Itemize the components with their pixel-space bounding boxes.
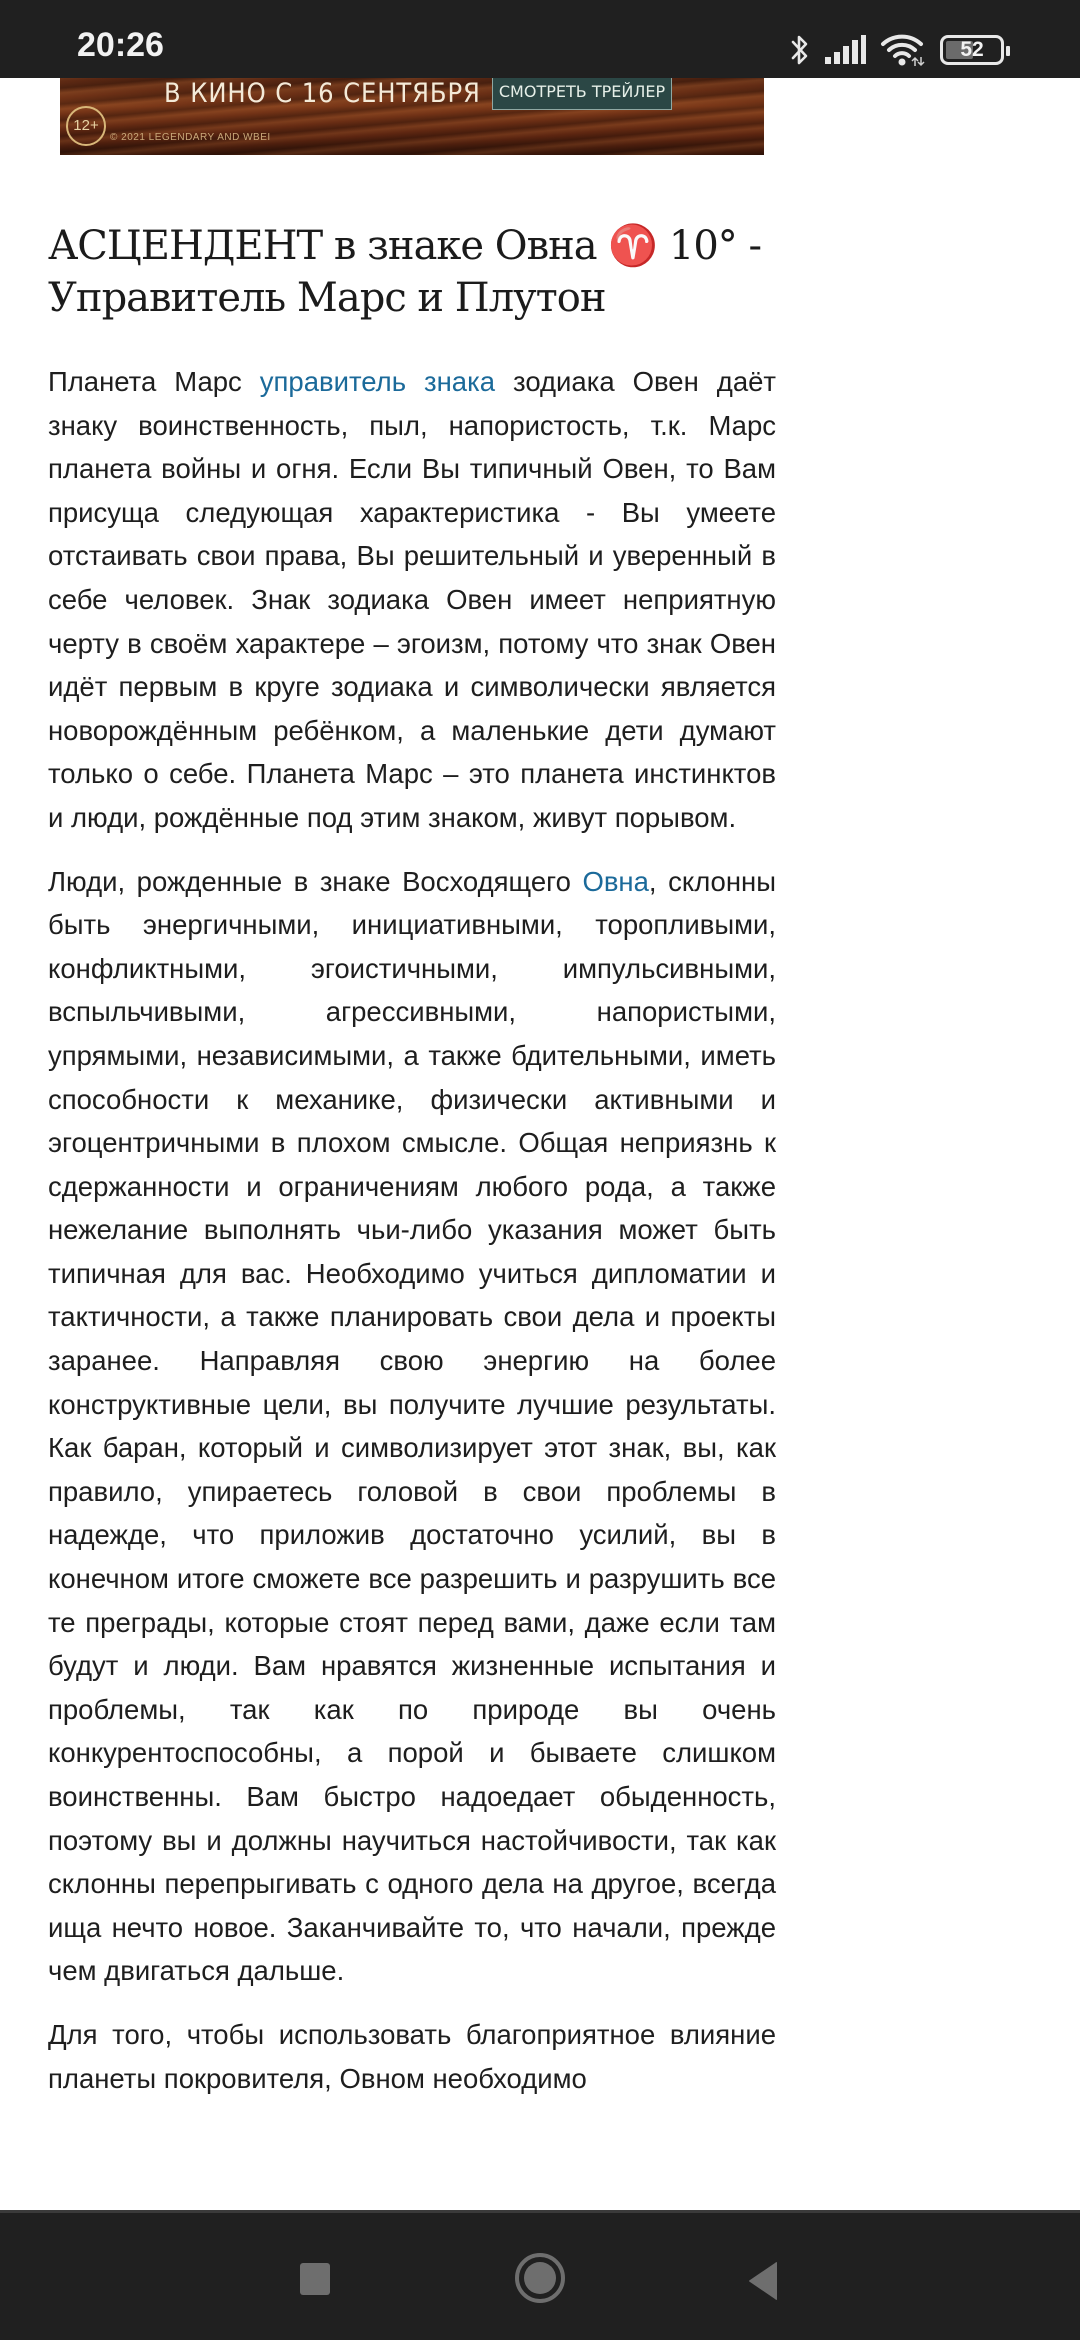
navigation-bar — [0, 2210, 1080, 2340]
watch-trailer-button[interactable]: СМОТРЕТЬ ТРЕЙЛЕР — [492, 74, 672, 110]
title-text-rest: 10° - Управитель Марс и Плутон — [48, 223, 761, 321]
title-text: АСЦЕНДЕНТ в знаке Овна — [48, 223, 609, 269]
signal-icon — [824, 35, 866, 65]
aries-link[interactable]: Овна — [582, 865, 649, 897]
wifi-icon — [880, 33, 926, 67]
ad-headline: В КИНО С 16 СЕНТЯБРЯ — [164, 78, 481, 109]
paragraph-patron-planet — [48, 2013, 776, 2100]
recent-apps-button[interactable] — [300, 2263, 330, 2295]
battery-icon — [940, 35, 1004, 65]
aries-icon: ♈ — [608, 223, 658, 269]
paragraph-text: Планета Марс — [48, 366, 260, 397]
status-bar — [0, 0, 1080, 78]
paragraph-mars — [48, 360, 776, 840]
paragraph-text: , склонны быть энергичными, инициативными, торопливыми, конфликтными, эгоистичными, импульсивными, вспыльчивыми, агрессивными, напористыми, упрямыми, независимыми, а также бдительными, иметь способности к механике, физически активными и эгоцентричными в плохом смысле. Общая неприязнь к сдержанности и ограничениям любого рода, а также нежелание выполнять чьи-либо указания может быть типичная для вас. Необходимо учиться дипломатии и тактичности, а также планировать свои дела и проекты заранее. Направляя свою энергию на более конструктивные цели, вы получите лучшие результаты. Как баран, который и символизирует этот знак, вы, как правило, упираетесь головой в свои проблемы в надежде, что приложив достаточно усилий, вы в конечном итоге сможете все разрешить и разрушить все те преграды, которые стоят перед вами, даже если там будут и люди. Вам нравятся жизненные испытания и проблемы, так как по природе вы очень конкурентоспособны, а порой и бываете слишком воинственны. Вам быстро надоедает обыденность, поэтому вы и должны научиться настойчивости, так как склонны перепрыгивать с одного дела на другое, всегда ища нечто новое. Заканчивайте то, что начали, прежде чем двигаться дальше. — [48, 865, 776, 1987]
battery-tip — [1006, 46, 1010, 56]
paragraph-text: Для того, чтобы использовать благоприятное влияние планеты покровителя, Овном необходимо — [48, 2018, 776, 2094]
bluetooth-icon — [790, 33, 810, 67]
paragraph-rising-aries — [48, 860, 776, 1993]
battery-level: 52 — [960, 38, 984, 61]
status-icons — [790, 30, 1004, 70]
home-icon — [524, 2262, 556, 2294]
ad-copyright: © 2021 LEGENDARY AND WBEI — [110, 132, 271, 143]
back-icon — [746, 2261, 780, 2301]
article — [48, 220, 776, 2100]
paragraph-text: Люди, рожденные в знаке Восходящего — [48, 865, 583, 897]
age-rating-badge: 12+ — [66, 106, 106, 146]
article-title — [48, 220, 776, 324]
status-time: 20:26 — [77, 26, 164, 64]
ruler-of-sign-link[interactable]: управитель знака — [259, 366, 496, 397]
home-button[interactable] — [515, 2253, 565, 2303]
ad-banner[interactable] — [60, 66, 764, 155]
back-button[interactable] — [746, 2261, 780, 2306]
paragraph-text: зодиака Овен даёт знаку воинственность, пыл, напористость, т.к. Марс планета войны и огня. Если Вы типичный Овен, то Вам присуща следующая характеристика - Вы умеете отстаивать свои права, Вы решительный и уверенный в себе человек. Знак зодиака Овен имеет неприятную черту в своём характере – эгоизм, потому что знак Овен идёт первым в круге зодиака и символически является новорождённым ребёнком, а маленькие дети думают только о себе. Планета Марс – это планета инстинктов и люди, рождённые под этим знаком, живут порывом. — [48, 366, 776, 833]
